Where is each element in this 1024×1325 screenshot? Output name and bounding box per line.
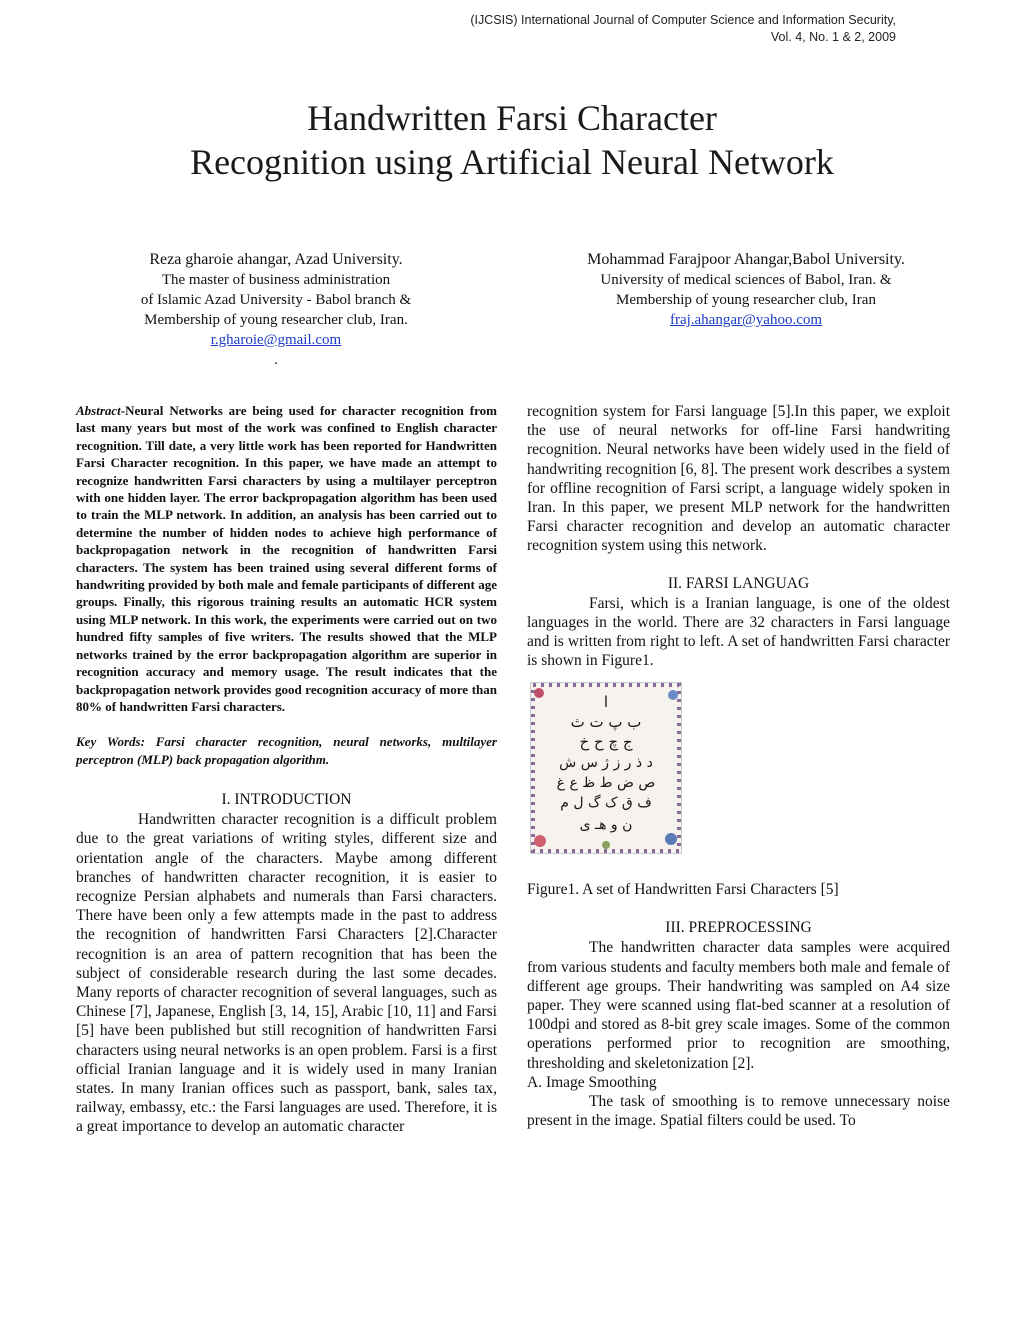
abstract-text: -Neural Networks are being used for character recognition from last many years but most of the work was confined to English character recognition. Till date, a very little work has been reported for Handwritten Farsi Character recognition. In this paper, we have made an attempt to recognize handwritten Farsi characters by using a multilayer perceptron with one hidden layer. The error backpropagation algorithm has been used to train the MLP network. In addition, an analysis has been carried out to determine the number of hidden nodes to achieve high performance of backpropagation network in the recognition of handwritten Farsi characters. The system has been trained using several different forms of handwriting provided by both male and female participants of different age groups. Finally, this rigorous training results an automatic HCR system using MLP network. In this work, the experiments were carried out on two hundred fifty samples of five writers. The results showed that the MLP networks trained by the error backpropagation algorithm are superior in recognition accuracy and memory usage. The result indicates that the backpropagation network provides good recognition accuracy of more than 80% of handwritten Farsi characters. xyxy=(76,403,497,714)
farsi-characters-figure xyxy=(530,682,682,854)
author1-name: Reza gharoie ahangar, Azad University. xyxy=(149,251,403,268)
figure-row-1: ا xyxy=(603,693,609,712)
right-column xyxy=(527,402,950,1130)
author2-name: Mohammad Farajpoor Ahangar,Babol University. xyxy=(587,251,905,268)
figure-row-7: ن و هـ ی xyxy=(579,817,633,834)
author1-affiliation-1: The master of business administration xyxy=(161,272,391,288)
journal-header xyxy=(296,12,896,46)
author-block-1 xyxy=(96,250,456,370)
preprocessing-text: The handwritten character data samples were acquired from various students and faculty members both male and female of different age groups. Their handwriting was sampled on A4 size paper. They were scanned using flat-bed scanner at a resolution of 100dpi and stored as 8-bit grey scale images. Some of the common operations performed prior to recognition are smoothing, thresholding and skeletonization [2]. xyxy=(527,939,950,1072)
section-heading-introduction: I. INTRODUCTION xyxy=(221,791,352,809)
abstract xyxy=(76,402,497,715)
image-smoothing-text: The task of smoothing is to remove unnecessary noise present in the image. Spatial filters could be used. To xyxy=(527,1093,950,1130)
farsi-language-text: Farsi, which is a Iranian language, is one of the oldest languages in the world. There are 32 characters in Farsi language and is written from right to left. A set of handwritten Farsi character is shown in Figure1. xyxy=(527,594,950,670)
author1-email-link[interactable]: r.gharoie@gmail.com xyxy=(210,332,342,348)
left-column xyxy=(76,402,497,1137)
abstract-label: Abstract xyxy=(76,403,121,418)
author1-dot: . xyxy=(274,352,278,368)
figure-row-6: ف ق ک گ ل م xyxy=(560,795,652,812)
flower-decoration-icon xyxy=(602,841,610,849)
author2-affiliation-1: University of medical sciences of Babol, Iran. & xyxy=(600,272,892,288)
section-heading-preprocessing: III. PREPROCESSING xyxy=(665,919,812,937)
journal-header-line1: (IJCSIS) International Journal of Computer Science and Information Security, xyxy=(470,13,896,27)
figure-caption: Figure1. A set of Handwritten Farsi Characters [5] xyxy=(527,881,839,899)
figure-illustration xyxy=(531,683,681,853)
paper-title xyxy=(0,96,1024,184)
flower-decoration-icon xyxy=(534,688,544,698)
introduction-continued: recognition system for Farsi language [5].In this paper, we exploit the use of neural networks for off-line Farsi handwriting recognition. Neural networks have been widely used in the field of handwriting recognition [6, 8]. The present work describes a system for offline recognition of Farsi script, a language widely spoken in Iran. In this paper, we present MLP network for the handwritten Farsi character recognition and develop an automatic character recognition system using this network. xyxy=(527,403,950,555)
section-heading-farsi-language: II. FARSI LANGUAG xyxy=(667,574,810,592)
author2-affiliation-2: Membership of young researcher club, Iran xyxy=(616,292,876,308)
figure-row-5: ص ض ط ظ ع غ xyxy=(556,775,656,792)
figure-row-4: د ذ ر ز ژ س ش xyxy=(559,755,653,772)
author1-affiliation-2: of Islamic Azad University - Babol branch & xyxy=(140,292,412,308)
flower-decoration-icon xyxy=(665,833,677,845)
paper-title-line1: Handwritten Farsi Character xyxy=(307,98,717,138)
paper-title-line2: Recognition using Artificial Neural Network xyxy=(190,142,834,182)
author-block-2 xyxy=(536,250,956,330)
author2-email-link[interactable]: fraj.ahangar@yahoo.com xyxy=(669,312,823,328)
author1-affiliation-3: Membership of young researcher club, Iran. xyxy=(144,312,408,328)
flower-decoration-icon xyxy=(668,690,678,700)
journal-header-line2: Vol. 4, No. 1 & 2, 2009 xyxy=(770,30,896,44)
introduction-text: Handwritten character recognition is a difficult problem due to the great variations of writing styles, different size and orientation angle of the characters. Maybe among different branches of handwritten character recognition, it is easier to recognize Persian alphabets and numerals than Farsi characters. There have been only a few attempts made in the past to address the recognition of handwritten Farsi Characters [2].Character recognition is an area of pattern recognition that has been the subject of considerable research during the last some decades. Many reports of character recognition of several languages, such as Chinese [7], Japanese, English [3, 14, 15], Arabic [10, 11] and Farsi [5] have been published but still recognition of handwritten Farsi characters using neural networks is an open problem. Farsi is a first official Iranian language and it is widely used in many Iranian states. In many Iranian offices such as passport, bank, sales tax, railway, embassy, etc.: the Farsi languages are used. Therefore, it is a great importance to develop an automatic character xyxy=(76,811,497,1136)
keywords: Key Words: Farsi character recognition, neural networks, multilayer perceptron (MLP) back propagation algorithm. xyxy=(76,734,497,767)
flower-decoration-icon xyxy=(534,835,546,847)
subsection-heading-image-smoothing: A. Image Smoothing xyxy=(527,1073,657,1091)
figure-row-3: ج چ ح خ xyxy=(579,733,633,752)
figure-row-2: ب پ ت ث xyxy=(570,713,642,732)
